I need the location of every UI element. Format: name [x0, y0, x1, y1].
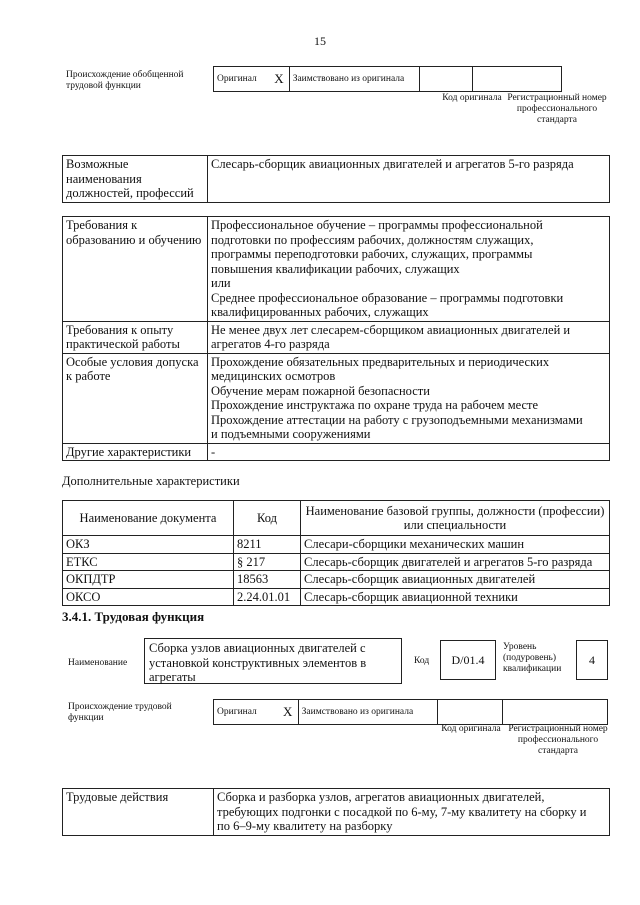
requirement-label: Требования к образованию и обучению — [63, 217, 208, 322]
name-label: Наименование — [68, 658, 128, 668]
page-number: 15 — [314, 34, 326, 48]
origin-label: Происхождение обобщенной трудовой функции — [66, 70, 184, 91]
requirement-line: Прохождение инструктажа по охране труда на рабочем месте — [211, 398, 539, 412]
qualification-level: 4 — [576, 640, 608, 680]
requirement-line: или — [211, 276, 231, 290]
function-code: D/01.4 — [440, 640, 496, 680]
reg-caption: Регистрационный номер профессионального стандарта — [508, 724, 608, 756]
requirement-value: - — [208, 443, 610, 461]
original-mark: X — [278, 700, 298, 725]
requirement-line: медицинских осмотров — [211, 369, 336, 383]
name-cell: Слесарь-сборщик авиационной техники — [301, 588, 610, 606]
code-cell: 18563 — [234, 571, 301, 589]
doc-cell: ОКСО — [63, 588, 234, 606]
code-cell: 2.24.01.01 — [234, 588, 301, 606]
origin-table — [213, 699, 608, 725]
code-caption: Код оригинала — [441, 724, 501, 734]
origin-label: Происхождение трудовой функции — [68, 702, 172, 723]
header-code: Код — [234, 501, 301, 536]
requirement-line: Не менее двух лет слесарем-сборщиком авиационных двигателей и — [211, 322, 571, 337]
requirement-line: Обучение мерам пожарной безопасности — [211, 383, 430, 398]
requirement-row — [63, 443, 610, 461]
requirements-table — [62, 216, 610, 461]
table-header-row — [63, 501, 610, 536]
additional-table — [62, 500, 610, 606]
table-row — [63, 571, 610, 589]
requirement-line: Прохождение обязательных предварительных и периодических — [211, 354, 550, 369]
reg-caption: Регистрационный номер профессионального стандарта — [507, 93, 607, 125]
labor-actions-value — [214, 789, 610, 836]
function-name-line: агрегаты — [149, 670, 196, 684]
requirement-row — [63, 321, 610, 353]
requirement-line: Среднее профессиональное образование – программы подготовки — [211, 290, 564, 305]
possible-names-label: Возможные наименования должностей, профессий — [63, 156, 208, 203]
original-cell: Оригинал — [214, 700, 278, 725]
additional-title: Дополнительные характеристики — [62, 474, 240, 488]
reg-number-cell — [502, 700, 607, 725]
header-name: Наименование базовой группы, должности (профессии) или специальности — [301, 501, 610, 536]
requirement-row — [63, 353, 610, 443]
level-label-line: (подуровень) — [503, 653, 557, 663]
function-name-box — [144, 638, 402, 684]
function-name-line: установкой конструктивных элементов в — [149, 655, 367, 670]
level-label-line: квалификации — [503, 664, 562, 674]
level-label — [503, 642, 561, 675]
requirement-line: Профессиональное обучение – программы профессиональной — [211, 218, 543, 232]
doc-cell: ОКЗ — [63, 536, 234, 554]
table-row — [63, 588, 610, 606]
requirement-label: Особые условия допуска к работе — [63, 353, 208, 443]
requirement-row — [63, 217, 610, 322]
possible-names-table — [62, 155, 610, 203]
requirement-label: Требования к опыту практической работы — [63, 321, 208, 353]
possible-names-value: Слесарь-сборщик авиационных двигателей и агрегатов 5-го разряда — [208, 156, 610, 203]
doc-cell: ЕТКС — [63, 553, 234, 571]
level-label-line: Уровень — [503, 642, 537, 652]
labor-action-line: по 6–9-му квалитету на разборку — [217, 819, 393, 833]
table-row — [63, 553, 610, 571]
requirement-line: агрегатов 4-го разряда — [211, 337, 330, 351]
original-code-cell — [420, 67, 473, 92]
code-label: Код — [414, 656, 430, 666]
name-cell: Слесарь-сборщик авиационных двигателей — [301, 571, 610, 589]
original-code-cell — [438, 700, 502, 725]
original-mark: X — [269, 67, 289, 92]
requirement-line: программы переподготовки рабочих, служащих, программы — [211, 247, 533, 261]
name-cell: Слесари-сборщики механических машин — [301, 536, 610, 554]
requirement-value — [208, 353, 610, 443]
name-cell: Слесарь-сборщик двигателей и агрегатов 5-го разряда — [301, 553, 610, 571]
header-doc: Наименование документа — [63, 501, 234, 536]
borrowed-cell: Заимствовано из оригинала — [298, 700, 438, 725]
section-heading: 3.4.1. Трудовая функция — [62, 609, 205, 624]
labor-actions-label: Трудовые действия — [63, 789, 214, 836]
code-cell: § 217 — [234, 553, 301, 571]
requirement-label: Другие характеристики — [63, 443, 208, 461]
original-cell: Оригинал — [214, 67, 270, 92]
labor-action-line: требующих подгонки с посадкой по 6-му, 7-му квалитету на сборку и — [217, 804, 587, 819]
function-name-line: Сборка узлов авиационных двигателей с — [149, 641, 366, 655]
requirement-line: и подъемными сооружениями — [211, 427, 371, 441]
requirement-line: подготовки по профессиям рабочих, должностям служащих, — [211, 232, 534, 247]
reg-number-cell — [472, 67, 561, 92]
labor-actions-table — [62, 788, 610, 836]
origin-table — [213, 66, 562, 92]
labor-action-line: Сборка и разборка узлов, агрегатов авиационных двигателей, — [217, 790, 545, 804]
requirement-line: повышения квалификации рабочих, служащих — [211, 261, 460, 276]
requirement-line: Прохождение аттестации на работу с грузоподъемными механизмами — [211, 412, 583, 427]
table-row — [63, 536, 610, 554]
requirement-value — [208, 217, 610, 322]
requirement-value — [208, 321, 610, 353]
code-cell: 8211 — [234, 536, 301, 554]
requirement-line: квалифицированных рабочих, служащих — [211, 305, 429, 319]
borrowed-cell: Заимствовано из оригинала — [289, 67, 420, 92]
doc-cell: ОКПДТР — [63, 571, 234, 589]
code-caption: Код оригинала — [442, 93, 502, 103]
